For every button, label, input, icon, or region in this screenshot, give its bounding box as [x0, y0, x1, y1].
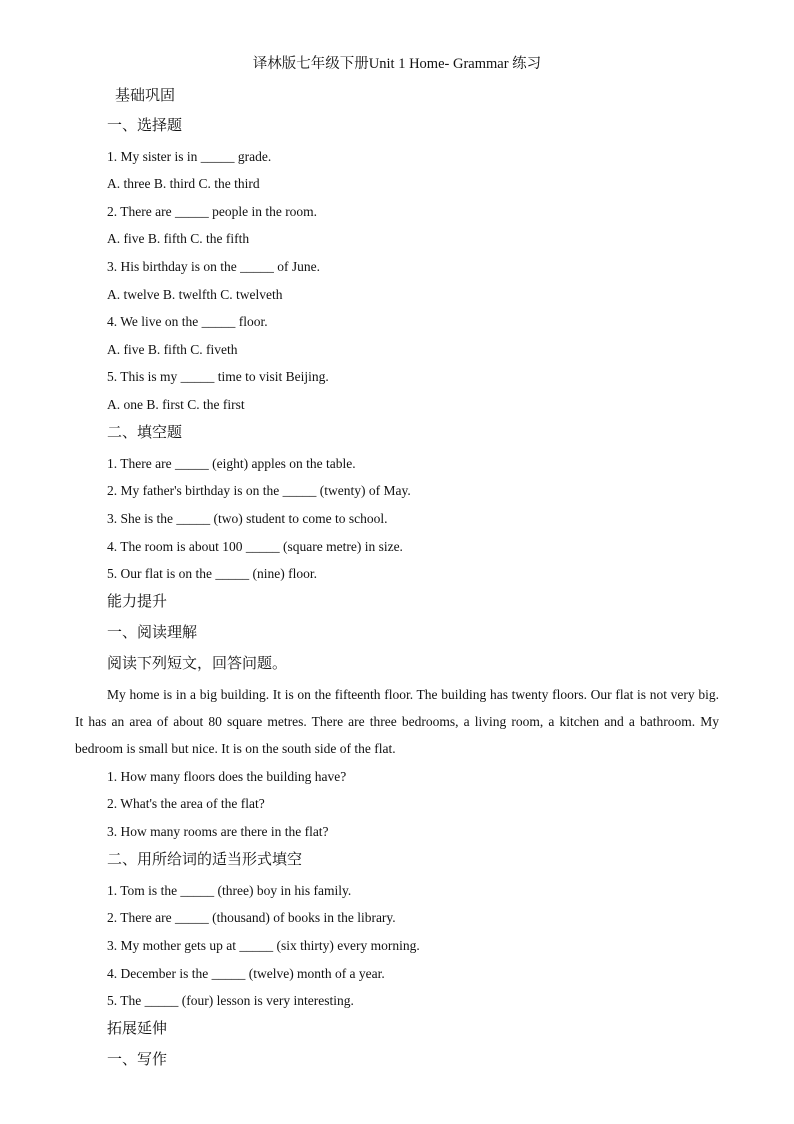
fill-line: 5. Our flat is on the _____ (nine) floor. [107, 566, 317, 581]
fill-line: 3. She is the _____ (two) student to come to school. [107, 511, 388, 526]
question-line: 3. His birthday is on the _____ of June. [107, 259, 320, 274]
reading-passage [75, 681, 719, 762]
fill-line: 3. My mother gets up at _____ (six thirty) every morning. [107, 938, 420, 953]
part2-heading: 二、填空题 [107, 425, 183, 441]
fill-line: 4. The room is about 100 _____ (square metre) in size. [107, 539, 403, 554]
reading-question: 1. How many floors does the building have? [107, 769, 347, 784]
part4-heading: 二、用所给词的适当形式填空 [107, 852, 303, 868]
fill-line: 5. The _____ (four) lesson is very interesting. [107, 993, 354, 1008]
fill-line: 2. There are _____ (thousand) of books in the library. [107, 910, 396, 925]
section-extend-heading: 拓展延伸 [107, 1021, 168, 1037]
question-line: 1. My sister is in _____ grade. [107, 149, 272, 164]
options-line: A. five B. fifth C. the fifth [107, 231, 250, 246]
fill-line: 1. Tom is the _____ (three) boy in his family. [107, 883, 352, 898]
reading-heading: 一、阅读理解 [107, 625, 198, 641]
fill-line: 4. December is the _____ (twelve) month of a year. [107, 966, 385, 981]
reading-question: 3. How many rooms are there in the flat? [107, 824, 329, 839]
question-line: 4. We live on the _____ floor. [107, 314, 268, 329]
options-line: A. three B. third C. the third [107, 176, 260, 191]
question-line: 2. There are _____ people in the room. [107, 204, 318, 219]
fill-line: 2. My father's birthday is on the _____ (twenty) of May. [107, 483, 411, 498]
options-line: A. five B. fifth C. fiveth [107, 342, 238, 357]
options-line: A. twelve B. twelfth C. twelveth [107, 287, 283, 302]
fill-line: 1. There are _____ (eight) apples on the table. [107, 456, 356, 471]
section-basic-heading: 基础巩固 [115, 88, 176, 104]
reading-instruction: 阅读下列短文，回答问题。 [107, 656, 288, 672]
reading-passage-text: My home is in a big building. It is on the fifteenth floor. The building has twenty floors. Our flat is not very big. It has an area of about 80 square metres. There are three bedrooms, a living room, a kitchen and a bathroom. My bedroom is small but nice. It is on the south side of the flat. [75, 687, 719, 756]
writing-heading: 一、写作 [107, 1052, 168, 1068]
options-line: A. one B. first C. the first [107, 397, 245, 412]
page-title: 译林版七年级下册Unit 1 Home- Grammar 练习 [252, 56, 542, 72]
part1-heading: 一、选择题 [107, 118, 183, 134]
section-ability-heading: 能力提升 [107, 594, 168, 610]
reading-question: 2. What's the area of the flat? [107, 796, 265, 811]
question-line: 5. This is my _____ time to visit Beijing. [107, 369, 329, 384]
